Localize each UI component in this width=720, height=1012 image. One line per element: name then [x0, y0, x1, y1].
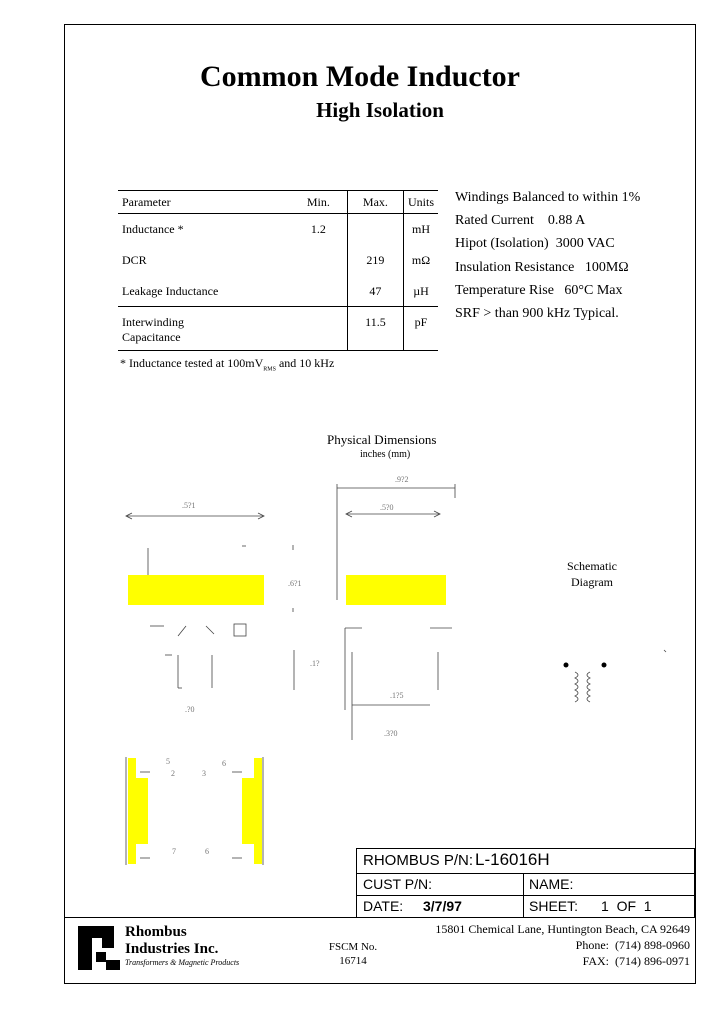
pin-number: 6	[205, 847, 209, 856]
schematic-tick	[664, 650, 666, 652]
pn-value: L-16016H	[475, 850, 550, 869]
cell-units: mH	[411, 222, 430, 236]
pin-box	[234, 624, 246, 636]
header-units: Units	[403, 191, 438, 214]
cell-param: Inductance *	[122, 222, 184, 236]
page-title: Common Mode Inductor	[200, 60, 520, 93]
title-block-cust	[356, 873, 695, 896]
coil-winding-1	[575, 672, 578, 702]
core-top-view	[128, 575, 264, 605]
company-name-line1: Rhombus	[125, 924, 187, 940]
pin-number: 5	[166, 757, 170, 766]
cell-param-line2: Capacitance	[122, 330, 181, 344]
dim-label: .5?0	[380, 503, 394, 512]
title-block-pn	[356, 848, 695, 874]
spec-item: SRF > than 900 kHz Typical.	[455, 306, 619, 322]
core-bottom-right	[242, 778, 262, 844]
title-block-date	[356, 895, 695, 918]
footer-rule	[64, 917, 696, 918]
cell-max: 47	[347, 276, 403, 307]
page-subtitle: High Isolation	[316, 98, 444, 122]
header-parameter: Parameter	[118, 191, 290, 214]
company-tagline: Transformers & Magnetic Products	[125, 958, 240, 967]
pin-bend	[206, 626, 214, 634]
dim-label: .1?5	[390, 691, 404, 700]
core-bottom-left	[128, 778, 148, 844]
cell-param-line1: Interwinding	[122, 315, 184, 329]
coil-winding-2	[587, 672, 590, 702]
dim-label: .?0	[185, 705, 195, 714]
dim-label: .5?1	[182, 501, 196, 510]
cell-units: pF	[403, 307, 438, 351]
cell-param: Leakage Inductance	[122, 283, 219, 298]
cell-units: mΩ	[411, 252, 431, 267]
fscm-block	[318, 940, 388, 968]
header-max: Max.	[347, 191, 403, 214]
dim-label: .1?	[310, 659, 320, 668]
pin-number: 3	[202, 769, 206, 778]
polarity-dot	[602, 663, 607, 668]
cell-min: 1.2	[290, 214, 347, 245]
name-label: NAME:	[529, 876, 574, 892]
spec-item: Windings Balanced to within 1%	[455, 190, 641, 205]
polarity-dot	[564, 663, 569, 668]
cell-max: 11.5	[347, 307, 403, 351]
fscm-value: 16714	[339, 955, 367, 967]
divider	[523, 896, 524, 917]
spec-item: Insulation Resistance 100MΩ	[455, 259, 629, 275]
cell-units: µH	[413, 283, 429, 298]
cust-label: CUST P/N:	[363, 876, 432, 892]
dim-label: .9?2	[395, 475, 409, 484]
sheet-label: SHEET:	[529, 898, 579, 914]
note-suffix: and 10 kHz	[275, 356, 335, 370]
company-name-line2: Industries Inc.	[125, 941, 219, 957]
core-bottom-corner	[254, 844, 262, 864]
phone-line: Phone: (714) 898-0960	[575, 938, 690, 952]
fscm-label: FSCM No.	[328, 941, 378, 953]
note-prefix: * Inductance tested at 100mV	[120, 356, 264, 370]
pn-label: RHOMBUS P/N:	[363, 852, 474, 869]
schematic-label-line2: Diagram	[571, 575, 613, 589]
core-side-view	[346, 575, 446, 605]
date-value: 3/7/97	[423, 898, 462, 914]
pin-bend	[178, 626, 186, 636]
company-name	[125, 924, 218, 958]
drawing-subtitle: inches (mm)	[360, 449, 411, 460]
spec-item: Rated Current 0.88 A	[455, 213, 586, 229]
drawing-title: Physical Dimensions	[327, 432, 437, 447]
fax-line: FAX: (714) 896-0971	[582, 954, 690, 968]
dim-label: .3?0	[384, 729, 398, 738]
spec-item: Temperature Rise 60°C Max	[455, 282, 623, 298]
core-bottom-corner	[128, 758, 136, 778]
cell-param: DCR	[122, 252, 147, 267]
rhombus-logo-icon	[78, 926, 122, 970]
company-address	[435, 921, 690, 969]
header-min: Min.	[290, 191, 347, 214]
divider	[523, 874, 524, 895]
dim-label: .6?1	[288, 579, 302, 588]
pin-number: 2	[171, 769, 175, 778]
sheet-value: 1 OF 1	[601, 898, 652, 914]
schematic-label	[566, 558, 618, 590]
spec-item: Hipot (Isolation) 3000 VAC	[455, 236, 615, 252]
schematic-label-line1: Schematic	[567, 559, 617, 573]
cell-max: 219	[347, 245, 403, 276]
address-line: 15801 Chemical Lane, Huntington Beach, CA 92649	[435, 922, 690, 936]
pin-number: 7	[172, 847, 176, 856]
pin-number: 6	[222, 759, 226, 768]
date-label: DATE:	[363, 898, 404, 914]
note-subscript: RMS	[263, 366, 276, 373]
core-bottom-corner	[128, 844, 136, 864]
core-bottom-corner	[254, 758, 262, 778]
